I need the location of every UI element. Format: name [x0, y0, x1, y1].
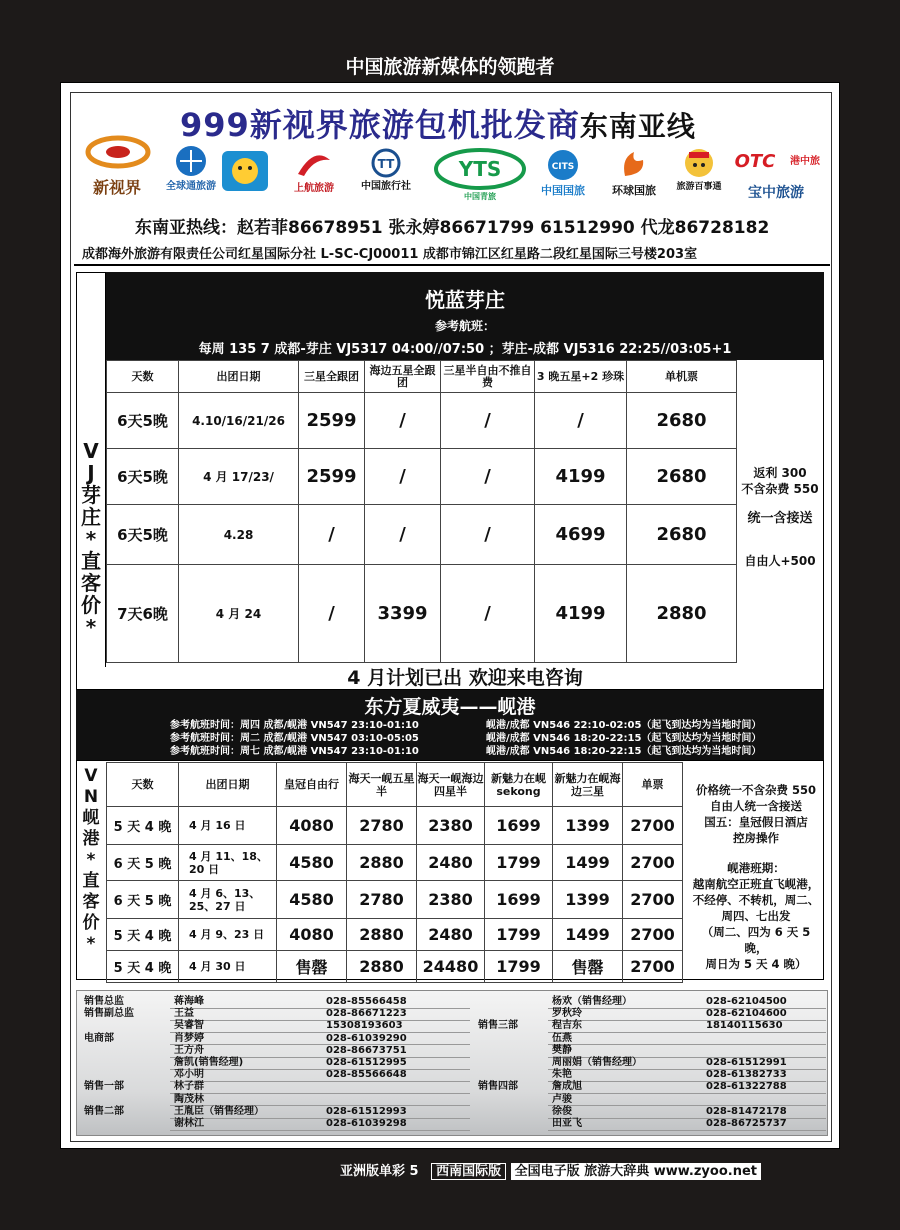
contact-name: 王方舟	[174, 1044, 204, 1056]
contact-name: 詹成旭	[552, 1081, 582, 1093]
footer-label: 全国电子版 旅游大辞典 www.zyoo.net	[511, 1163, 761, 1180]
contact-name: 罗秋玲	[552, 1008, 582, 1020]
contact-name: 吴睿智	[174, 1020, 204, 1032]
contact-row-divider	[548, 1020, 826, 1021]
danang-price-table	[106, 762, 683, 983]
company-info: 成都海外旅游有限责任公司红星国际分社 L-SC-CJ00011 成都市锦江区红星路二段红星国际三号楼203室	[82, 247, 698, 262]
table-header-row: 天数 出团日期 三星全跟团 海边五星全跟团 三星半自由不推自费 3 晚五星+2 珍珠 单机票	[107, 361, 737, 393]
contact-phone: 028-61512993	[326, 1105, 407, 1117]
contact-phone: 028-86671223	[326, 1008, 407, 1020]
contact-row-divider	[170, 1093, 470, 1094]
contact-row-divider	[170, 1008, 470, 1009]
footer-url[interactable]: www.zyoo.net	[653, 1164, 757, 1179]
contact-row-divider	[170, 1032, 470, 1033]
svg-text:YTS: YTS	[458, 157, 502, 181]
contact-dept: 销售四部	[478, 1081, 518, 1093]
danang-title: 东方夏威夷——岘港	[364, 696, 536, 718]
contact-name: 蒋海峰	[174, 996, 204, 1007]
contact-phone: 028-61039298	[326, 1118, 407, 1129]
cyts-logo: YTS 中国青旅	[432, 148, 528, 202]
top-slogan: 中国旅游新媒体的领跑者	[345, 56, 555, 78]
contact-name: 詹凯(销售经理)	[174, 1057, 244, 1068]
contact-row-divider	[548, 1044, 826, 1045]
contact-phone: 028-62104500	[706, 996, 787, 1007]
table-row: 6天5晚 4.10/16/21/26 2599 / / / 2680	[107, 393, 737, 449]
contact-name: 樊静	[552, 1044, 572, 1056]
contact-dept: 电商部	[84, 1032, 114, 1044]
svg-text:TT: TT	[377, 157, 395, 171]
footer-edition: 亚洲版单彩	[340, 1164, 406, 1179]
contact-name: 陶茂林	[174, 1093, 204, 1105]
danang-side-notes: 价格统一不含杂费 550 自由人统一含接送 国五：皇冠假日酒店 控房操作 岘港班期： 越南航空正班直飞岘港， 不经停、不转机，周二、 周四、七出发 （周二、四为 6 天 5 晚， 周日为 5 天 4 晚）	[692, 783, 820, 971]
contact-phone: 028-81472178	[706, 1105, 787, 1117]
contact-phone: 028-85566648	[326, 1069, 407, 1081]
contact-name: 杨欢（销售经理）	[552, 996, 632, 1007]
table-row: 6天5晚 4 月 17/23/ 2599 / / 4199 2680	[107, 449, 737, 505]
contact-phone: 028-86673751	[326, 1044, 407, 1056]
nhatrang-side-label: V J 芽 庄 * 直 客 价 *	[81, 439, 101, 639]
table-row: 5 天 4 晚 4 月 30 日 售罄 2880 24480 1799 售罄 2700	[107, 951, 683, 983]
danang-ref-right: 岘港/成都 VN546 22:10-02:05（起飞到达均为当地时间） 岘港/成都 VN546 18:20-22:15（起飞到达均为当地时间） 岘港/成都 VN546 18:20-22:15（起飞到达均为当地时间）	[486, 720, 762, 757]
nhatrang-title: 悦蓝芽庄	[425, 288, 505, 312]
footer	[340, 1160, 761, 1179]
xinshijie-logo: 新视界	[76, 130, 158, 197]
cartoon-logo	[220, 150, 270, 195]
contact-name: 朱艳	[552, 1069, 572, 1081]
contact-phone: 028-86725737	[706, 1118, 787, 1129]
table-row: 5 天 4 晚 4 月 9、23 日 4080 2880 2480 1799 1499 2700	[107, 919, 683, 951]
footer-edition-box: 西南国际版	[431, 1163, 506, 1180]
contact-phone: 028-61382733	[706, 1069, 787, 1081]
contact-phone: 028-61512995	[326, 1057, 407, 1068]
contact-name: 周丽娟（销售经理）	[552, 1057, 642, 1068]
svg-text:CITS: CITS	[551, 162, 575, 172]
table-row: 7天6晚 4 月 24 / 3399 / 4199 2880	[107, 565, 737, 663]
contact-row-divider	[170, 1044, 470, 1045]
cts-logo: TT 中国旅行社	[346, 148, 426, 192]
contact-phone: 028-61512991	[706, 1057, 787, 1068]
contact-dept: 销售一部	[84, 1081, 124, 1093]
baishitong-logo: 旅游百事通	[668, 146, 730, 193]
contact-dept: 销售副总监	[84, 1008, 134, 1020]
contact-dept: 销售总监	[84, 996, 124, 1007]
contact-row-divider	[170, 1069, 470, 1070]
header-divider	[74, 264, 830, 266]
contact-name: 肖梦婷	[174, 1032, 204, 1044]
table-row: 6 天 5 晚 4 月 6、13、25、27 日 4580 2780 2380 1699 1399 2700	[107, 881, 683, 919]
nhatrang-ref-label: 参考航班：	[434, 319, 495, 333]
footer-page-number: 5	[409, 1164, 419, 1179]
contact-phone: 18140115630	[706, 1020, 783, 1032]
contact-row-divider	[548, 1130, 826, 1131]
header-title-suffix: 东南亚线	[579, 110, 696, 143]
contact-row-divider	[170, 1020, 470, 1021]
table-row: 6天5晚 4.28 / / / 4699 2680	[107, 505, 737, 565]
contact-row-divider	[548, 1093, 826, 1094]
contact-dept: 销售三部	[478, 1020, 518, 1032]
contact-dept: 销售二部	[84, 1105, 124, 1117]
contact-row-divider	[170, 1118, 470, 1119]
contact-row-divider	[170, 1130, 470, 1131]
contact-phone: 028-61039290	[326, 1032, 407, 1044]
contact-phone: 028-62104600	[706, 1008, 787, 1020]
danang-ref-left: 参考航班时间：周四 成都/岘港 VN547 23:10-01:10 参考航班时间：周二 成都/岘港 VN547 03:10-05:05 参考航班时间：周七 成都/岘港 VN547 23:10-01:10	[170, 720, 419, 757]
header-title: 999新视界旅游包机批发商东南亚线	[180, 106, 696, 144]
contact-name: 程吉东	[552, 1020, 582, 1032]
global-tourism-logo: 全球通旅游	[162, 144, 220, 192]
huanqiu-logo: 环球国旅	[602, 148, 666, 197]
contact-name: 王胤臣（销售经理）	[174, 1105, 264, 1117]
contact-name: 谢林江	[174, 1118, 204, 1129]
nhatrang-side-notes: 返利 300 不含杂费 550 统一含接送 自由人+500	[741, 466, 819, 568]
contact-phone: 028-61322788	[706, 1081, 787, 1093]
logo-row	[74, 130, 830, 208]
nhatrang-ref-flight: 每周 135 7 成都-芽庄 VJ5317 04:00//07:50 ；芽庄-成都 VJ5316 22:25//03:05+1	[198, 342, 732, 357]
table-row: 5 天 4 晚 4 月 16 日 4080 2780 2380 1699 1399 2700	[107, 807, 683, 845]
contact-row-divider	[170, 1081, 470, 1082]
contact-phone: 028-85566458	[326, 996, 407, 1007]
contact-name: 徐俊	[552, 1105, 572, 1117]
shanghang-logo: 上航旅游	[286, 150, 342, 194]
contact-phone: 15308193603	[326, 1020, 403, 1032]
nhatrang-price-table	[106, 360, 737, 663]
baozhong-logo: 宝中旅游	[748, 185, 804, 201]
nhatrang-header	[106, 272, 824, 360]
contact-name: 邓小明	[174, 1069, 204, 1081]
contact-name: 林子群	[174, 1081, 204, 1093]
table-row: 6 天 5 晚 4 月 11、18、20 日 4580 2880 2480 1799 1499 2700	[107, 845, 683, 881]
otc-logo: OTC	[734, 151, 776, 172]
contact-name: 卢骏	[552, 1093, 572, 1105]
plan-banner: 4 月计划已出 欢迎来电咨询	[347, 667, 583, 689]
citic-logo: CITS 中国国旅	[528, 148, 598, 197]
contact-name: 王益	[174, 1008, 194, 1020]
danang-side-label: V N 岘 港 * 直 客 价 *	[82, 766, 100, 954]
hotline-text: 东南亚热线：赵若菲86678951 张永婷86671799 61512990 代龙86728182	[135, 218, 770, 238]
contact-row-divider	[548, 1032, 826, 1033]
contact-name: 伍燕	[552, 1032, 572, 1044]
ctg-logo: 港中旅	[790, 156, 820, 167]
contact-name: 田亚飞	[552, 1118, 582, 1129]
danang-header	[76, 690, 824, 760]
table-header-row: 天数 出团日期 皇冠自由行 海天一岘五星半 海天一岘海边四星半 新魅力在岘sekong 新魅力在岘海边三星 单票	[107, 763, 683, 807]
